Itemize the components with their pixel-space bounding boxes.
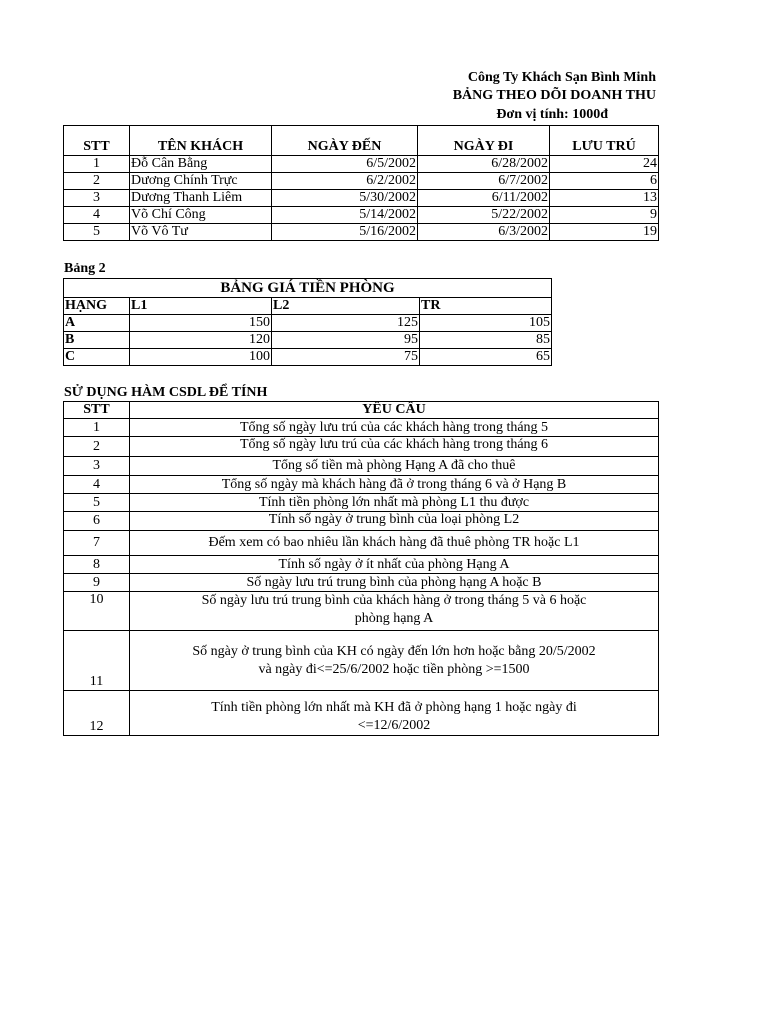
cell-arrival-date: 5/30/2002 <box>272 190 418 207</box>
table-row <box>64 156 659 173</box>
col-header-stt: STT <box>64 402 130 419</box>
cell-requirement: Tổng số tiền mà phòng Hạng A đã cho thuê <box>130 457 659 476</box>
col-header-rank: HẠNG <box>64 298 130 315</box>
cell-l1: 100 <box>130 349 272 366</box>
revenue-table <box>63 125 659 241</box>
table-row <box>64 315 552 332</box>
cell-requirement: Số ngày lưu trú trung bình của phòng hạng A hoặc B <box>130 574 659 592</box>
cell-guest-name: Dương Chính Trực <box>130 173 272 190</box>
cell-stt: 2 <box>64 437 130 457</box>
cell-stt: 10 <box>64 592 130 631</box>
cell-stt: 4 <box>64 476 130 494</box>
room-price-title: BẢNG GIÁ TIỀN PHÒNG <box>64 279 552 298</box>
table-row <box>64 332 552 349</box>
cell-departure-date: 6/11/2002 <box>418 190 550 207</box>
cell-arrival-date: 6/2/2002 <box>272 173 418 190</box>
table-row <box>64 574 659 592</box>
cell-stt: 6 <box>64 512 130 531</box>
cell-guest-name: Dương Thanh Liêm <box>130 190 272 207</box>
room-price-table <box>63 278 552 366</box>
table-row <box>64 349 552 366</box>
cell-requirement: Tổng số ngày lưu trú của các khách hàng trong tháng 6 <box>130 437 659 457</box>
col-header-l1: L1 <box>130 298 272 315</box>
cell-arrival-date: 5/14/2002 <box>272 207 418 224</box>
table-row <box>64 224 659 241</box>
cell-stt: 9 <box>64 574 130 592</box>
table-row <box>64 173 659 190</box>
cell-stt: 11 <box>64 631 130 691</box>
cell-rank: A <box>64 315 130 332</box>
table2-label: Bảng 2 <box>64 261 106 276</box>
cell-stt: 1 <box>64 419 130 437</box>
table-row <box>64 437 659 457</box>
table-header-row <box>64 402 659 419</box>
table3-label: SỬ DỤNG HÀM CSDL ĐỂ TÍNH <box>64 385 268 400</box>
table-row <box>64 494 659 512</box>
cell-stt: 2 <box>64 173 130 190</box>
cell-requirement: Tổng số ngày mà khách hàng đã ở trong tháng 6 và ở Hạng B <box>130 476 659 494</box>
cell-stt: 3 <box>64 190 130 207</box>
cell-departure-date: 6/3/2002 <box>418 224 550 241</box>
col-header-arrival-date: NGÀY ĐẾN <box>272 126 418 156</box>
cell-stay: 19 <box>550 224 659 241</box>
col-header-stt: STT <box>64 126 130 156</box>
table-header-row <box>64 298 552 315</box>
requirements-table <box>63 401 659 736</box>
cell-tr: 85 <box>420 332 552 349</box>
table-row <box>64 207 659 224</box>
col-header-l2: L2 <box>272 298 420 315</box>
room-price-title-row <box>64 279 552 298</box>
cell-stt: 4 <box>64 207 130 224</box>
col-header-departure-date: NGÀY ĐI <box>418 126 550 156</box>
table-row <box>64 691 659 736</box>
cell-tr: 105 <box>420 315 552 332</box>
cell-stt: 1 <box>64 156 130 173</box>
cell-stay: 9 <box>550 207 659 224</box>
table-row <box>64 631 659 691</box>
cell-requirement: Tính tiền phòng lớn nhất mà phòng L1 thu được <box>130 494 659 512</box>
cell-stt: 5 <box>64 224 130 241</box>
cell-stt: 3 <box>64 457 130 476</box>
cell-requirement: Số ngày ở trung bình của KH có ngày đến lớn hơn hoặc bằng 20/5/2002 và ngày đi<=25/6/2002 hoặc tiền phòng >=1500 <box>130 631 659 691</box>
cell-requirement: Đếm xem có bao nhiêu lần khách hàng đã thuê phòng TR hoặc L1 <box>130 531 659 556</box>
unit-label: Đơn vị tính: 1000đ <box>496 107 608 122</box>
col-header-stay: LƯU TRÚ <box>550 126 659 156</box>
cell-requirement: Tính số ngày ở ít nhất của phòng Hạng A <box>130 556 659 574</box>
cell-tr: 65 <box>420 349 552 366</box>
cell-guest-name: Võ Vô Tư <box>130 224 272 241</box>
cell-guest-name: Võ Chí Công <box>130 207 272 224</box>
cell-requirement: Tính tiền phòng lớn nhất mà KH đã ở phòng hạng 1 hoặc ngày đi <=12/6/2002 <box>130 691 659 736</box>
col-header-guest-name: TÊN KHÁCH <box>130 126 272 156</box>
cell-departure-date: 6/28/2002 <box>418 156 550 173</box>
cell-guest-name: Đỗ Cân Bằng <box>130 156 272 173</box>
col-header-tr: TR <box>420 298 552 315</box>
cell-requirement: Số ngày lưu trú trung bình của khách hàng ở trong tháng 5 và 6 hoặc phòng hạng A <box>130 592 659 631</box>
table-row <box>64 556 659 574</box>
cell-l2: 95 <box>272 332 420 349</box>
table-header-row <box>64 126 659 156</box>
table-row <box>64 592 659 631</box>
cell-rank: B <box>64 332 130 349</box>
table-row <box>64 190 659 207</box>
col-header-requirement: YÊU CẦU <box>130 402 659 419</box>
table-row <box>64 457 659 476</box>
table-row <box>64 531 659 556</box>
cell-l1: 150 <box>130 315 272 332</box>
cell-arrival-date: 5/16/2002 <box>272 224 418 241</box>
cell-l2: 75 <box>272 349 420 366</box>
cell-requirement: Tổng số ngày lưu trú của các khách hàng trong tháng 5 <box>130 419 659 437</box>
cell-stay: 13 <box>550 190 659 207</box>
cell-stt: 12 <box>64 691 130 736</box>
table-row <box>64 419 659 437</box>
cell-rank: C <box>64 349 130 366</box>
cell-departure-date: 6/7/2002 <box>418 173 550 190</box>
company-name: Công Ty Khách Sạn Bình Minh <box>467 70 656 85</box>
cell-departure-date: 5/22/2002 <box>418 207 550 224</box>
cell-stt: 7 <box>64 531 130 556</box>
table-row <box>64 476 659 494</box>
cell-arrival-date: 6/5/2002 <box>272 156 418 173</box>
report-title: BẢNG THEO DÕI DOANH THU <box>452 88 656 103</box>
cell-stt: 5 <box>64 494 130 512</box>
cell-l2: 125 <box>272 315 420 332</box>
table-row <box>64 512 659 531</box>
cell-stay: 24 <box>550 156 659 173</box>
cell-stt: 8 <box>64 556 130 574</box>
cell-requirement: Tính số ngày ở trung bình của loại phòng L2 <box>130 512 659 531</box>
cell-stay: 6 <box>550 173 659 190</box>
cell-l1: 120 <box>130 332 272 349</box>
